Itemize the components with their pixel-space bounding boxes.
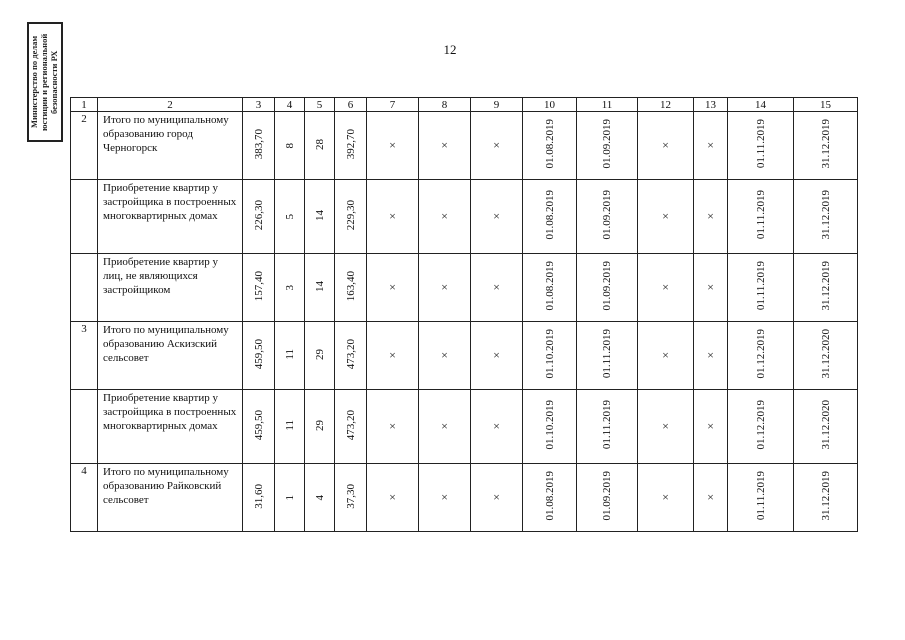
cell-amount [243, 390, 275, 464]
value-text: 29 [313, 348, 326, 360]
cell-cross: × [694, 390, 728, 464]
cell-date [794, 180, 858, 254]
value-text: 14 [313, 280, 326, 292]
value-text: 31,60 [252, 483, 265, 509]
value-text: 29 [313, 419, 326, 431]
cell-date [728, 322, 794, 390]
cell-count [275, 254, 305, 322]
cell-count [275, 180, 305, 254]
row-name: Итого по муниципальному образованию город Черногорск [98, 112, 243, 180]
value-text: 01.09.2019 [601, 471, 613, 521]
value-text: 5 [283, 214, 296, 220]
cell-date [523, 112, 577, 180]
column-header: 7 [367, 98, 419, 112]
cell-date [577, 464, 638, 532]
value-text: 163,40 [344, 270, 357, 302]
column-header: 2 [98, 98, 243, 112]
value-text: 01.09.2019 [601, 261, 613, 311]
table-row [71, 112, 858, 180]
row-name: Приобретение квартир у лиц, не являющихся застройщиком [98, 254, 243, 322]
column-header: 8 [419, 98, 471, 112]
cell-date [577, 180, 638, 254]
cell-cross: × [638, 112, 694, 180]
value-text: 4 [313, 495, 326, 501]
cell-count [275, 390, 305, 464]
column-header: 11 [577, 98, 638, 112]
cell-cross: × [694, 464, 728, 532]
value-text: 11 [283, 419, 296, 431]
value-text: 31.12.2019 [819, 190, 832, 240]
cell-date [577, 390, 638, 464]
value-text: 11 [283, 348, 296, 360]
value-text: 28 [313, 138, 326, 150]
cell-date [577, 112, 638, 180]
row-number: 4 [71, 464, 98, 532]
cell-date [523, 180, 577, 254]
value-text: 01.08.2019 [543, 190, 556, 240]
row-number [71, 254, 98, 322]
table-row [71, 464, 858, 532]
registration-stamp [27, 22, 63, 142]
cell-count [275, 322, 305, 390]
value-text: 1 [283, 495, 296, 501]
row-name: Приобретение квартир у застройщика в построенных многоквартирных домах [98, 390, 243, 464]
table-row [71, 322, 858, 390]
cell-amount [243, 180, 275, 254]
value-text: 01.10.2019 [543, 329, 556, 379]
row-number [71, 390, 98, 464]
cell-amount [335, 464, 367, 532]
value-text: 383,70 [252, 128, 265, 160]
value-text: 157,40 [252, 270, 265, 302]
cell-cross: × [471, 254, 523, 322]
cell-date [577, 322, 638, 390]
cell-date [794, 390, 858, 464]
cell-amount [335, 112, 367, 180]
value-text: 01.11.2019 [754, 119, 767, 169]
value-text: 14 [313, 209, 326, 221]
cell-count [275, 112, 305, 180]
value-text: 01.11.2019 [601, 329, 613, 379]
cell-cross: × [471, 464, 523, 532]
column-header: 5 [305, 98, 335, 112]
cell-amount [243, 464, 275, 532]
cell-date [523, 322, 577, 390]
cell-cross: × [367, 464, 419, 532]
value-text: 31.12.2019 [819, 471, 832, 521]
cell-cross: × [694, 112, 728, 180]
value-text: 01.08.2019 [543, 119, 556, 169]
value-text: 473,20 [344, 338, 357, 370]
housing-program-table [70, 97, 858, 532]
value-text: 31.12.2019 [819, 261, 832, 311]
cell-amount [335, 254, 367, 322]
value-text: 459,50 [252, 338, 265, 370]
value-text: 31.12.2020 [819, 400, 832, 450]
cell-date [794, 254, 858, 322]
column-header: 13 [694, 98, 728, 112]
value-text: 229,30 [344, 199, 357, 231]
value-text: 01.09.2019 [601, 190, 613, 240]
cell-amount [335, 322, 367, 390]
table-row [71, 180, 858, 254]
cell-date [794, 464, 858, 532]
cell-date [523, 390, 577, 464]
cell-date [794, 322, 858, 390]
cell-count [275, 464, 305, 532]
cell-cross: × [471, 390, 523, 464]
cell-date [523, 464, 577, 532]
cell-date [728, 390, 794, 464]
cell-cross: × [638, 254, 694, 322]
row-number: 3 [71, 322, 98, 390]
row-name: Приобретение квартир у застройщика в построенных многоквартирных домах [98, 180, 243, 254]
cell-amount [335, 390, 367, 464]
cell-date [523, 254, 577, 322]
stamp-line: безопасности РХ [49, 50, 59, 114]
page-number: 12 [443, 42, 457, 57]
value-text: 01.09.2019 [601, 119, 613, 169]
stamp-line: Министерство по делам [29, 35, 39, 129]
column-header: 3 [243, 98, 275, 112]
cell-cross: × [419, 254, 471, 322]
cell-cross: × [694, 322, 728, 390]
cell-cross: × [419, 180, 471, 254]
cell-cross: × [367, 112, 419, 180]
cell-cross: × [471, 112, 523, 180]
table-row [71, 390, 858, 464]
cell-count [305, 254, 335, 322]
value-text: 31.12.2020 [819, 329, 832, 379]
cell-cross: × [419, 464, 471, 532]
value-text: 473,20 [344, 409, 357, 441]
column-header: 9 [471, 98, 523, 112]
row-number [71, 180, 98, 254]
cell-amount [243, 322, 275, 390]
cell-cross: × [419, 322, 471, 390]
cell-count [305, 464, 335, 532]
value-text: 01.10.2019 [543, 400, 556, 450]
value-text: 392,70 [344, 128, 357, 160]
cell-cross: × [638, 180, 694, 254]
cell-cross: × [638, 322, 694, 390]
cell-date [577, 254, 638, 322]
column-header: 1 [71, 98, 98, 112]
value-text: 01.11.2019 [601, 400, 613, 450]
value-text: 31.12.2019 [819, 119, 832, 169]
cell-count [305, 322, 335, 390]
value-text: 01.12.2019 [754, 400, 767, 450]
cell-count [305, 180, 335, 254]
value-text: 01.11.2019 [754, 190, 767, 240]
cell-count [305, 112, 335, 180]
value-text: 37,30 [344, 483, 357, 509]
value-text: 01.12.2019 [754, 329, 767, 379]
cell-cross: × [471, 322, 523, 390]
value-text: 459,50 [252, 409, 265, 441]
cell-cross: × [694, 180, 728, 254]
cell-amount [243, 254, 275, 322]
cell-cross: × [638, 390, 694, 464]
value-text: 01.11.2019 [754, 471, 767, 521]
row-number: 2 [71, 112, 98, 180]
cell-date [728, 464, 794, 532]
stamp-line: юстиции и региональной [39, 33, 49, 131]
cell-date [728, 180, 794, 254]
cell-cross: × [638, 464, 694, 532]
cell-amount [335, 180, 367, 254]
value-text: 3 [283, 285, 296, 291]
row-name: Итого по муниципальному образованию Райковский сельсовет [98, 464, 243, 532]
cell-date [728, 112, 794, 180]
cell-cross: × [419, 390, 471, 464]
value-text: 01.11.2019 [754, 261, 767, 311]
column-header: 6 [335, 98, 367, 112]
cell-cross: × [367, 254, 419, 322]
cell-date [794, 112, 858, 180]
table-row [71, 254, 858, 322]
cell-cross: × [471, 180, 523, 254]
cell-cross: × [694, 254, 728, 322]
column-header: 4 [275, 98, 305, 112]
cell-count [305, 390, 335, 464]
cell-amount [243, 112, 275, 180]
cell-cross: × [367, 322, 419, 390]
cell-cross: × [367, 390, 419, 464]
cell-cross: × [419, 112, 471, 180]
column-header: 10 [523, 98, 577, 112]
column-header: 15 [794, 98, 858, 112]
value-text: 01.08.2019 [543, 261, 556, 311]
cell-date [728, 254, 794, 322]
value-text: 226,30 [252, 199, 265, 231]
column-header: 14 [728, 98, 794, 112]
row-name: Итого по муниципальному образованию Аскизский сельсовет [98, 322, 243, 390]
cell-cross: × [367, 180, 419, 254]
column-header: 12 [638, 98, 694, 112]
value-text: 01.08.2019 [543, 471, 556, 521]
value-text: 8 [283, 143, 296, 149]
header-row [71, 98, 858, 112]
